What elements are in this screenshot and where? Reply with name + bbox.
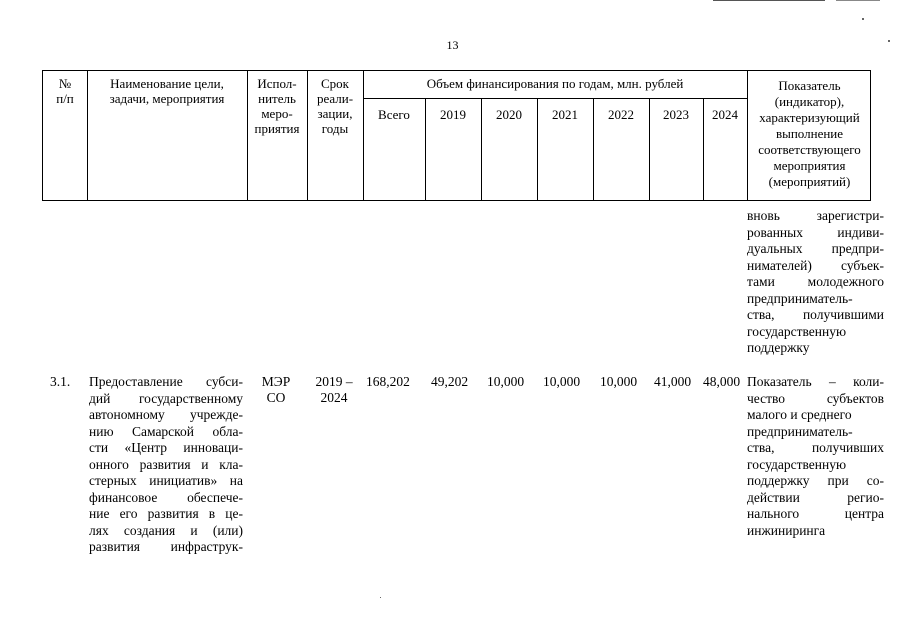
header-year: 2021 (552, 107, 578, 122)
row-term: 2019 – 2024 (315, 374, 353, 405)
header-year: 2023 (663, 107, 689, 122)
header-name: Наименование цели, задачи, мероприятия (109, 76, 225, 106)
scan-speck (862, 18, 864, 20)
row-total: 168,202 (366, 374, 410, 389)
header-total: Всего (378, 107, 410, 122)
row-indicator: Показатель – коли- чество субъектов малого и среднего предприниматель- ства, получивших государственную поддержку при со- действии регио- нального центра инжиниринга (747, 374, 884, 538)
row-value-2024: 48,000 (703, 374, 741, 389)
group-divider (363, 98, 747, 99)
header-funding-group: Объем финансирования по годам, млн. рублей (426, 76, 684, 91)
row-value-2022: 10,000 (600, 374, 638, 389)
header-executor: Испол- нитель меро- приятия (254, 76, 300, 136)
row-name: Предоставление субси- дий государственному автономному учрежде- нию Самарской обла- сти «Центр инноваци- онного развития и кла- стерных инициатив» на финансовое обеспече- ние его развития в це- лях создания и (или) развития инфраструк- (89, 374, 243, 554)
scan-edge-line (713, 0, 825, 1)
header-year: 2024 (712, 107, 738, 122)
row-value-2023: 41,000 (654, 374, 692, 389)
header-year: 2022 (608, 107, 634, 122)
scan-edge-line (836, 0, 880, 1)
continuation-indicator: вновь зарегистри- рованных индиви- дуальных предпри- нимателей) субъек- тами молодежного предприниматель- ства, получившими государственную поддержку (747, 208, 884, 355)
row-executor: МЭР СО (261, 374, 291, 405)
row-number: 3.1. (50, 374, 71, 389)
header-num: № п/п (56, 76, 74, 106)
row-value-2021: 10,000 (543, 374, 581, 389)
header-term: Срок реали- зации, годы (316, 76, 354, 136)
page-number: 13 (446, 38, 459, 52)
row-value-2020: 10,000 (487, 374, 525, 389)
table-header (42, 70, 871, 201)
scan-speck (380, 597, 381, 598)
header-year: 2019 (440, 107, 466, 122)
row-value-2019: 49,202 (431, 374, 469, 389)
header-year: 2020 (496, 107, 522, 122)
header-indicator: Показатель (индикатор), характеризующий выполнение соответствующего мероприятия (мероприятий) (758, 78, 861, 189)
